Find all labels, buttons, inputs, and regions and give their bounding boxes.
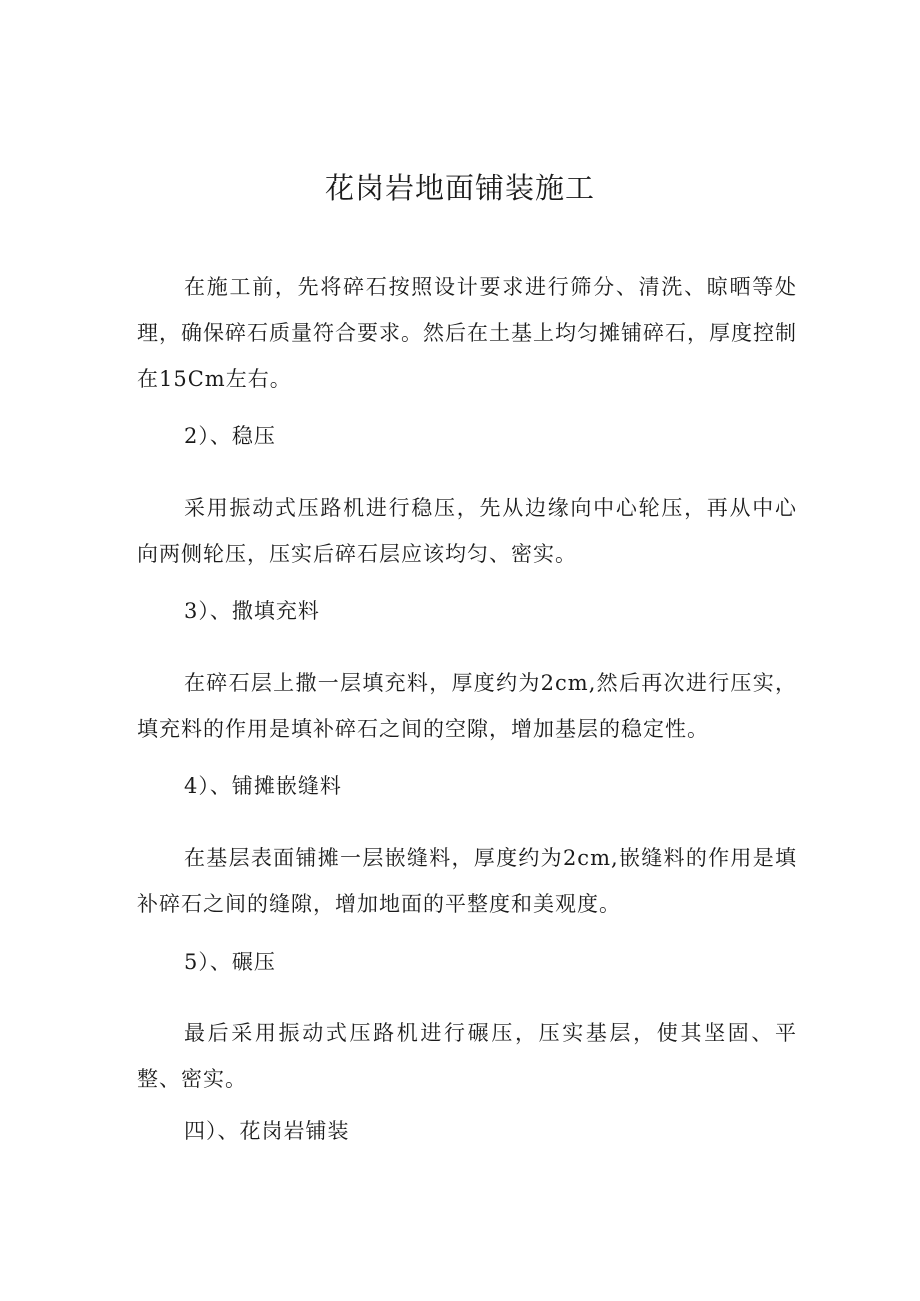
heading-step-5: 5）、碾压 [184,950,276,974]
heading-step-2: 2）、稳压 [184,424,276,448]
paragraph-preparation: 在施工前，先将碎石按照设计要求进行筛分、清洗、晾晒等处理，确保碎石质量符合要求。然后在土基上均匀摊铺碎石，厚度控制在15Cm左右。 [137,275,797,391]
paragraph-step-4: 在基层表面铺摊一层嵌缝料，厚度约为2cm,嵌缝料的作用是填补碎石之间的缝隙，增加地面的平整度和美观度。 [137,846,797,916]
paragraph-step-3: 在碎石层上撒一层填充料，厚度约为2cm,然后再次进行压实，填充料的作用是填补碎石之间的空隙，增加基层的稳定性。 [137,671,797,741]
heading-step-3: 3）、撒填充料 [184,599,320,623]
paragraph-step-5: 最后采用振动式压路机进行碾压，压实基层，使其坚固、平整、密实。 [137,1021,797,1091]
heading-section-4: 四）、花岗岩铺装 [184,1119,350,1143]
paragraph-step-2: 采用振动式压路机进行稳压，先从边缘向中心轮压，再从中心向两侧轮压，压实后碎石层应该均匀、密实。 [137,496,797,566]
heading-step-4: 4）、铺摊嵌缝料 [184,774,342,798]
document-title: 花岗岩地面铺装施工 [324,171,595,205]
